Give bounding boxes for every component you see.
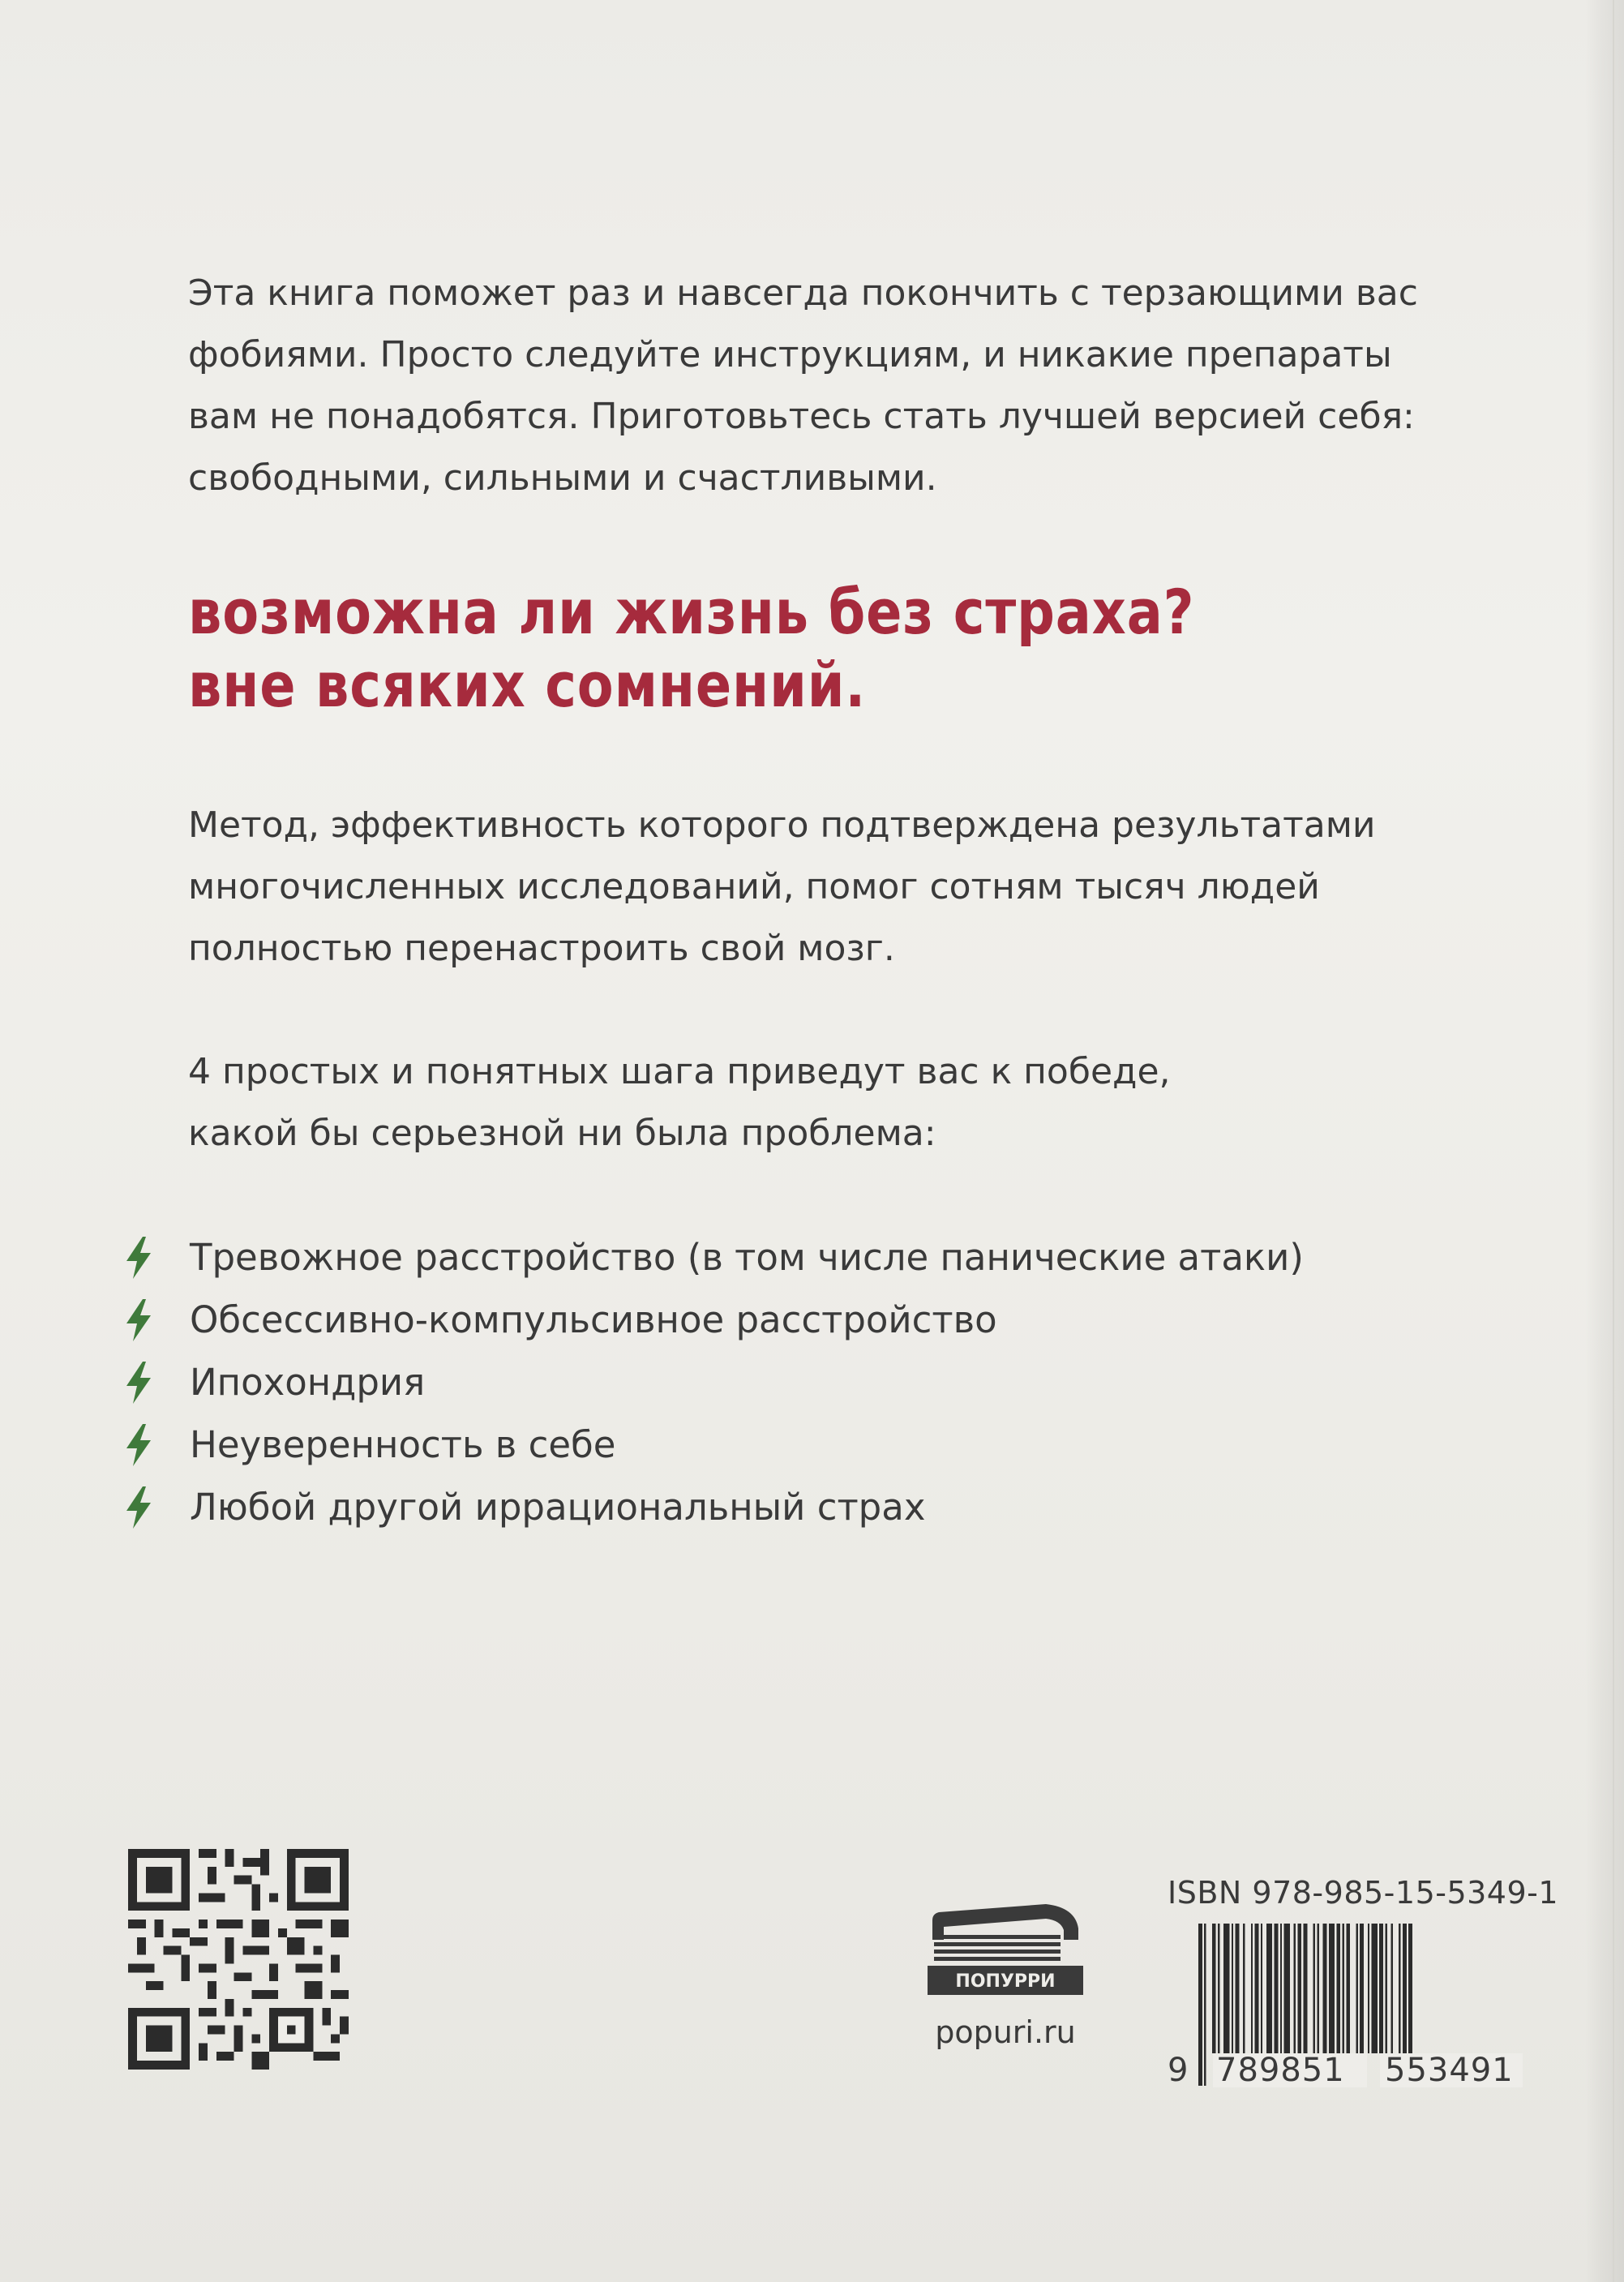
spine-shadow (1585, 0, 1624, 2282)
barcode-bar (1275, 1924, 1279, 2053)
barcode-bar (1204, 1924, 1206, 2086)
intro-paragraph: Эта книга поможет раз и навсегда покончить с терзающими вас фобиями. Просто следуйте инструкциям, и никакие препараты вам не понадобятся. Приготовьтесь стать лучшей версией себя: свободными, сильными и счастливыми. (188, 272, 1418, 499)
lightning-bolt-icon (122, 1362, 156, 1404)
barcode-first-digit: 9 (1168, 2052, 1189, 2089)
barcode-right-digits: 553491 (1385, 2052, 1514, 2089)
list-item-label: Тревожное расстройство (в том числе панические атаки) (190, 1236, 1304, 1279)
barcode-bar (1218, 1924, 1219, 2053)
barcode-bar (1403, 1924, 1407, 2053)
list-item (122, 1476, 1459, 1538)
lightning-bolt-icon (122, 1237, 156, 1279)
barcode-bar (1323, 1924, 1327, 2053)
barcode-bar (1236, 1924, 1240, 2053)
list-item-label: Любой другой иррациональный страх (190, 1486, 926, 1529)
barcode-bar (1284, 1924, 1290, 2053)
problem-list (122, 1226, 1459, 1538)
barcode-bar (1360, 1924, 1364, 2053)
barcode-bar (1261, 1924, 1262, 2053)
barcode-left-digits: 789851 (1216, 2052, 1345, 2089)
list-item (122, 1289, 1459, 1351)
barcode-bar (1280, 1924, 1282, 2053)
publisher-logo (924, 1896, 1086, 2001)
publisher-logo-text: ПОПУРРИ (955, 1971, 1056, 1992)
barcode-bar (1399, 1924, 1400, 2053)
list-item-label: Ипохондрия (190, 1361, 426, 1404)
barcode-bar (1243, 1924, 1245, 2053)
publisher-url[interactable]: popuri.ru (935, 2014, 1076, 2050)
list-item-label: Обсессивно-компульсивное расстройство (190, 1298, 997, 1341)
barcode-bar (1372, 1924, 1378, 2053)
barcode-bar (1385, 1924, 1386, 2053)
barcode-bar (1198, 1924, 1202, 2086)
headline-question: возможна ли жизнь без страха? (188, 576, 1195, 648)
barcode-bar (1379, 1924, 1383, 2053)
spine-crease (1613, 0, 1614, 2282)
steps-paragraph: 4 простых и понятных шага приведут вас к победе, какой бы серьезной ни была проблема: (188, 1051, 1171, 1154)
barcode-bar (1356, 1924, 1357, 2053)
headline-answer: вне всяких сомнений. (188, 649, 867, 721)
lightning-bolt-icon (122, 1486, 156, 1529)
barcode-bar (1317, 1924, 1318, 2053)
list-item (122, 1226, 1459, 1289)
method-paragraph: Метод, эффективность которого подтверждена результатами многочисленных исследований, помог сотням тысяч людей полностью перенастроить свой мозг. (188, 804, 1376, 969)
barcode-bar (1336, 1924, 1340, 2053)
barcode-bar (1294, 1924, 1296, 2053)
barcode-bar (1255, 1924, 1259, 2053)
barcode-bar (1251, 1924, 1253, 2053)
barcode-bar (1329, 1924, 1335, 2053)
barcode-bar (1368, 1924, 1369, 2053)
barcode-bar (1343, 1924, 1344, 2053)
barcode-bar (1297, 1924, 1301, 2053)
lightning-bolt-icon (122, 1299, 156, 1341)
barcode-bar (1223, 1924, 1229, 2053)
barcode-bar (1266, 1924, 1272, 2053)
lightning-bolt-icon (122, 1424, 156, 1466)
barcode-bar (1391, 1924, 1393, 2053)
list-item (122, 1413, 1459, 1476)
barcode-bar (1212, 1924, 1216, 2053)
barcode-bar (1232, 1924, 1233, 2053)
list-item-label: Неуверенность в себе (190, 1423, 616, 1466)
list-item (122, 1351, 1459, 1413)
isbn-label: ISBN 978-985-15-5349-1 (1168, 1875, 1559, 1911)
qr-code[interactable] (128, 1849, 349, 2070)
barcode-bar (1346, 1924, 1350, 2053)
